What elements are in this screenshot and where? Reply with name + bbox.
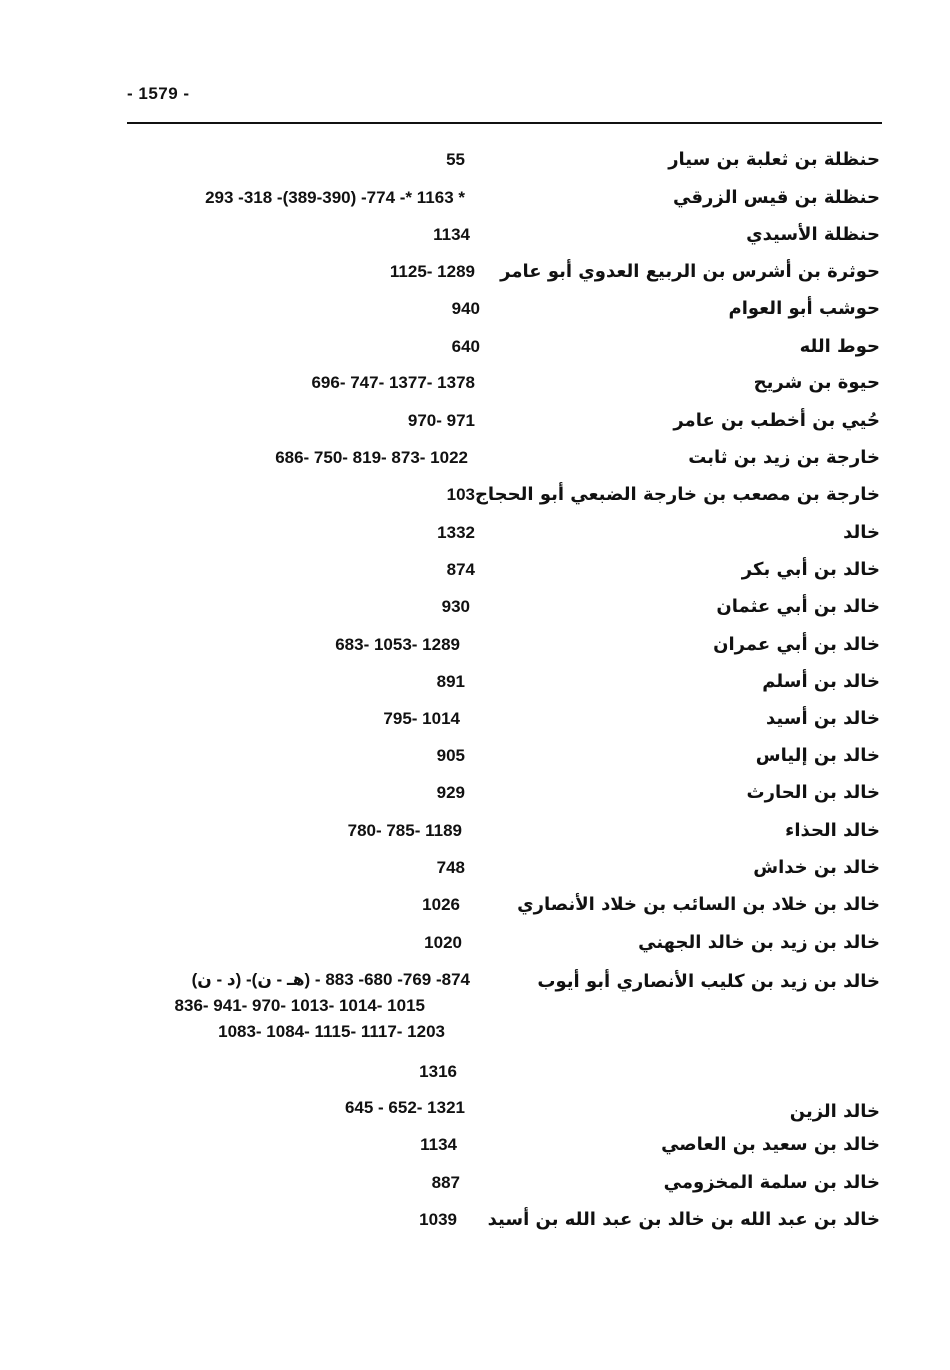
index-entry — [0, 592, 950, 622]
index-entry — [0, 630, 950, 660]
entry-pages: 1332 — [437, 523, 475, 542]
entry-pages: 905 — [436, 746, 465, 765]
entry-name: خارجة بن زيد بن ثابت — [688, 447, 880, 468]
index-entry — [0, 406, 950, 436]
entry-pages: 748 — [436, 858, 465, 877]
page-number: - 1579 - — [127, 84, 190, 103]
entry-name: خالد بن أبي عمران — [713, 634, 880, 655]
entry-name: خالد بن خداش — [753, 857, 880, 878]
entry-name: خالد الزين — [789, 1101, 880, 1122]
entry-name: حوشب أبو العوام — [728, 298, 880, 319]
entry-pages: 640 — [451, 337, 480, 356]
entry-pages: 891 — [436, 672, 465, 691]
entry-name: حيوة بن شريح — [753, 372, 880, 393]
entry-pages: 683- 1053- 1289 — [335, 635, 460, 654]
index-entry — [0, 928, 950, 958]
index-entry — [0, 257, 950, 287]
index-entry — [0, 518, 950, 548]
index-entry — [0, 965, 950, 1041]
entry-pages: 887 — [431, 1173, 460, 1192]
entry-name: حوط الله — [799, 336, 880, 357]
index-entry — [0, 890, 950, 920]
entry-name: خالد بن الحارث — [746, 782, 880, 803]
entry-name: حنظلة الأسيدي — [746, 224, 880, 245]
index-entry — [0, 183, 950, 213]
entry-pages: 1134 — [420, 1135, 457, 1154]
entry-name: حوثرة بن أشرس بن الربيع العدوي أبو عامر — [500, 261, 880, 282]
entry-pages: 970- 971 — [407, 411, 475, 430]
index-entry — [0, 294, 950, 324]
entry-name: خارجة بن مصعب بن خارجة الضبعي أبو الحجاج — [474, 484, 880, 505]
entry-pages: 930 — [441, 597, 470, 616]
entry-pages: 55 — [446, 150, 465, 169]
index-entry — [0, 368, 950, 398]
entry-pages: 1316 — [419, 1062, 457, 1081]
index-entry — [0, 816, 950, 846]
entry-name: خالد بن عبد الله بن خالد بن عبد الله بن أسيد — [487, 1209, 880, 1230]
page-line: 836- 941- 970- 1013- 1014- 1015 — [174, 996, 425, 1015]
index-entry — [0, 480, 950, 510]
entry-name: خالد بن أسلم — [762, 671, 880, 692]
index-entry — [0, 1093, 950, 1123]
index-entry — [0, 1168, 950, 1198]
entry-name: خالد بن سعيد بن العاصي — [661, 1134, 880, 1155]
entry-pages: 686- 750- 819- 873- 1022 — [275, 448, 468, 467]
entry-name: خالد بن زيد بن كليب الأنصاري أبو أيوب — [537, 971, 880, 992]
index-entry — [0, 667, 950, 697]
entry-pages: 940 — [451, 299, 480, 318]
entry-pages: 1125- 1289 — [389, 262, 475, 281]
index-entry — [0, 555, 950, 585]
entry-name: خالد بن زيد بن خالد الجهني — [638, 932, 880, 953]
entry-name: خالد بن أبي عثمان — [716, 596, 880, 617]
entry-pages: 293 -318 -(389-390) -774 -* 1163 * — [205, 188, 465, 207]
entry-name: خالد بن أبي بكر — [741, 559, 880, 580]
entry-pages: 1026 — [422, 895, 460, 914]
index-entry — [0, 332, 950, 362]
page-line: 1083- 1084- 1115- 1117- 1203 — [218, 1022, 445, 1041]
entry-name: خالد بن سلمة المخزومي — [663, 1172, 880, 1193]
entry-pages: 780- 785- 1189 — [347, 821, 462, 840]
entry-pages: 1039 — [419, 1210, 457, 1229]
entry-pages: 1020 — [424, 933, 462, 952]
index-entry — [0, 778, 950, 808]
entry-name: خالد بن أسيد — [766, 708, 880, 729]
entry-name: خالد بن إلياس — [755, 745, 880, 766]
entry-name: خالد الحذاء — [785, 820, 880, 841]
entry-pages: 103 — [446, 485, 475, 504]
index-entry — [0, 741, 950, 771]
entry-name: خالد — [843, 522, 880, 543]
entry-name: حنظلة بن قيس الزرقي — [673, 187, 880, 208]
index-entry — [0, 1130, 950, 1160]
entry-name: حنظلة بن ثعلبة بن سيار — [668, 149, 880, 170]
entry-pages: 929 — [436, 783, 465, 802]
entry-name: حُيي بن أخطب بن عامر — [673, 410, 880, 431]
index-entry — [0, 145, 950, 175]
entry-pages: 795- 1014 — [383, 709, 460, 728]
index-entry — [0, 220, 950, 250]
index-entry — [0, 1205, 950, 1235]
entry-pages: 645 - 652- 1321 — [344, 1098, 465, 1117]
page-line: (د - ن) -(هـ - ن) - 874- 769- 680- 883 — [191, 970, 470, 989]
entry-pages: 696- 747- 1377- 1378 — [311, 373, 475, 392]
entry-pages: 1134 — [433, 225, 470, 244]
index-entry — [0, 1057, 950, 1087]
index-entry — [0, 853, 950, 883]
entry-pages: 874 — [446, 560, 475, 579]
index-entry — [0, 443, 950, 473]
entry-name: خالد بن خلاد بن السائب بن خلاد الأنصاري — [517, 894, 880, 915]
index-entry — [0, 704, 950, 734]
entry-pages — [70, 967, 470, 1045]
